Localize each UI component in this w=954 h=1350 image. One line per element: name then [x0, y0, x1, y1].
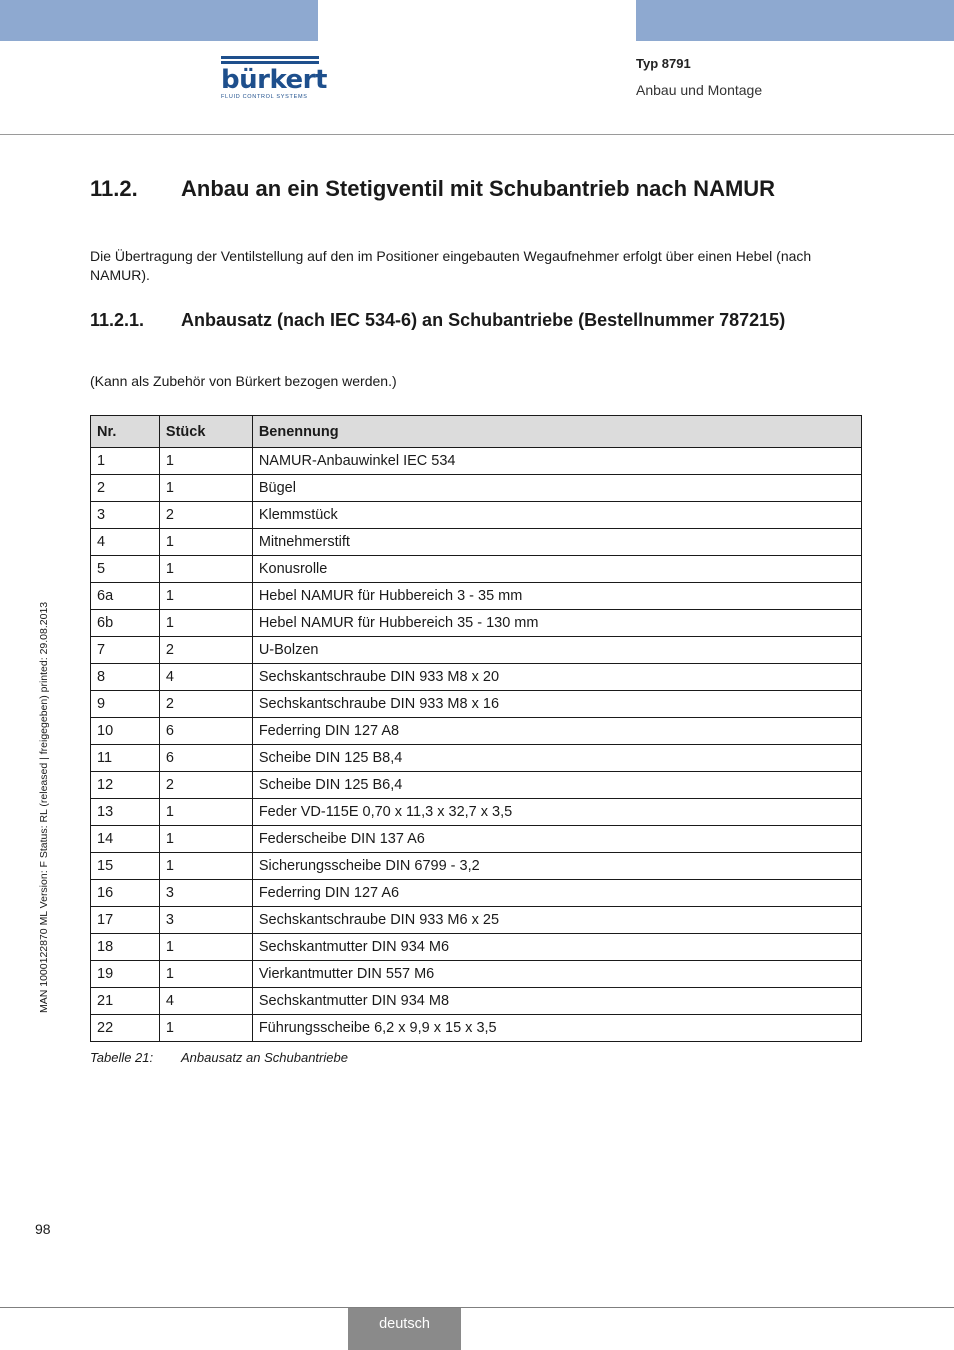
cell-benennung: Sechskantschraube DIN 933 M6 x 25	[252, 907, 861, 934]
table-row	[91, 853, 862, 880]
cell-benennung: Scheibe DIN 125 B8,4	[252, 745, 861, 772]
burkert-logo	[221, 56, 327, 101]
cell-stueck: 3	[159, 880, 252, 907]
cell-nr: 17	[91, 907, 160, 934]
cell-benennung: Sicherungsscheibe DIN 6799 - 3,2	[252, 853, 861, 880]
cell-nr: 5	[91, 556, 160, 583]
table-row	[91, 448, 862, 475]
table-row	[91, 529, 862, 556]
caption-text: Anbausatz an Schubantriebe	[181, 1050, 348, 1065]
cell-benennung: Feder VD-115E 0,70 x 11,3 x 32,7 x 3,5	[252, 799, 861, 826]
cell-stueck: 6	[159, 718, 252, 745]
cell-nr: 11	[91, 745, 160, 772]
table-row	[91, 583, 862, 610]
cell-nr: 10	[91, 718, 160, 745]
cell-nr: 18	[91, 934, 160, 961]
cell-nr: 13	[91, 799, 160, 826]
cell-stueck: 1	[159, 529, 252, 556]
logo-line-2	[221, 61, 319, 64]
cell-benennung: Hebel NAMUR für Hubbereich 35 - 130 mm	[252, 610, 861, 637]
cell-nr: 1	[91, 448, 160, 475]
caption-label: Tabelle 21:	[90, 1050, 154, 1065]
table-row	[91, 799, 862, 826]
header-bar-right	[636, 0, 954, 41]
cell-nr: 7	[91, 637, 160, 664]
cell-stueck: 3	[159, 907, 252, 934]
header-stueck: Stück	[159, 416, 252, 448]
cell-benennung: Scheibe DIN 125 B6,4	[252, 772, 861, 799]
cell-stueck: 1	[159, 826, 252, 853]
cell-nr: 16	[91, 880, 160, 907]
table-header-row	[91, 416, 862, 448]
header-benennung: Benennung	[252, 416, 861, 448]
table-row	[91, 556, 862, 583]
subsection-title: Anbausatz (nach IEC 534-6) an Schubantriebe (Bestellnummer 787215)	[181, 310, 786, 330]
cell-benennung: Konusrolle	[252, 556, 861, 583]
cell-benennung: Federring DIN 127 A8	[252, 718, 861, 745]
cell-nr: 12	[91, 772, 160, 799]
cell-benennung: Führungsscheibe 6,2 x 9,9 x 15 x 3,5	[252, 1015, 861, 1042]
cell-stueck: 4	[159, 664, 252, 691]
table-row	[91, 475, 862, 502]
product-type: Typ 8791	[636, 56, 691, 71]
cell-nr: 2	[91, 475, 160, 502]
document-status-sidebar: MAN 1000122870 ML Version: F Status: RL (released | freigegeben) printed: 29.08.2013	[38, 601, 50, 1013]
logo-line-1	[221, 56, 319, 59]
table-row	[91, 718, 862, 745]
table-row	[91, 637, 862, 664]
subsection-number: 11.2.1.	[90, 310, 145, 330]
table-row	[91, 691, 862, 718]
cell-nr: 6b	[91, 610, 160, 637]
cell-stueck: 1	[159, 475, 252, 502]
cell-stueck: 1	[159, 583, 252, 610]
language-tab: deutsch	[348, 1308, 461, 1350]
cell-benennung: Sechskantschraube DIN 933 M8 x 16	[252, 691, 861, 718]
cell-stueck: 6	[159, 745, 252, 772]
header-bar-left	[0, 0, 318, 41]
cell-stueck: 2	[159, 691, 252, 718]
cell-stueck: 1	[159, 961, 252, 988]
header-nr: Nr.	[91, 416, 160, 448]
cell-nr: 9	[91, 691, 160, 718]
table-row	[91, 907, 862, 934]
cell-benennung: Federscheibe DIN 137 A6	[252, 826, 861, 853]
cell-benennung: Hebel NAMUR für Hubbereich 3 - 35 mm	[252, 583, 861, 610]
cell-stueck: 1	[159, 799, 252, 826]
cell-nr: 22	[91, 1015, 160, 1042]
table-row	[91, 880, 862, 907]
cell-nr: 6a	[91, 583, 160, 610]
header-divider	[0, 134, 954, 135]
cell-benennung: Klemmstück	[252, 502, 861, 529]
section-title: Anbau an ein Stetigventil mit Schubantrieb nach NAMUR	[181, 176, 776, 201]
cell-benennung: Sechskantmutter DIN 934 M6	[252, 934, 861, 961]
intro-paragraph: Die Übertragung der Ventilstellung auf den im Positioner eingebauten Wegaufnehmer erfolgt über einen Hebel (nach NAMUR).	[90, 248, 812, 283]
logo-wordmark: bürkert	[221, 65, 327, 95]
cell-stueck: 2	[159, 637, 252, 664]
cell-benennung: Vierkantmutter DIN 557 M6	[252, 961, 861, 988]
table-row	[91, 745, 862, 772]
table-row	[91, 826, 862, 853]
cell-stueck: 4	[159, 988, 252, 1015]
table-row	[91, 961, 862, 988]
cell-nr: 14	[91, 826, 160, 853]
table-caption	[90, 1050, 348, 1065]
cell-nr: 8	[91, 664, 160, 691]
cell-stueck: 1	[159, 556, 252, 583]
cell-stueck: 2	[159, 502, 252, 529]
cell-nr: 3	[91, 502, 160, 529]
cell-stueck: 1	[159, 448, 252, 475]
cell-stueck: 1	[159, 610, 252, 637]
cell-benennung: Federring DIN 127 A6	[252, 880, 861, 907]
parts-table	[90, 415, 862, 1042]
footer-divider	[0, 1307, 954, 1308]
cell-benennung: Bügel	[252, 475, 861, 502]
cell-benennung: Sechskantmutter DIN 934 M8	[252, 988, 861, 1015]
cell-nr: 15	[91, 853, 160, 880]
table-row	[91, 664, 862, 691]
section-number: 11.2.	[90, 176, 138, 201]
page-number: 98	[35, 1221, 51, 1237]
table-row	[91, 1015, 862, 1042]
cell-nr: 21	[91, 988, 160, 1015]
table-row	[91, 610, 862, 637]
table-row	[91, 502, 862, 529]
section-name: Anbau und Montage	[636, 82, 763, 98]
cell-benennung: Sechskantschraube DIN 933 M8 x 20	[252, 664, 861, 691]
cell-benennung: U-Bolzen	[252, 637, 861, 664]
cell-benennung: NAMUR-Anbauwinkel IEC 534	[252, 448, 861, 475]
cell-stueck: 1	[159, 1015, 252, 1042]
table-row	[91, 772, 862, 799]
cell-nr: 19	[91, 961, 160, 988]
table-row	[91, 988, 862, 1015]
cell-stueck: 1	[159, 853, 252, 880]
logo-tagline: FLUID CONTROL SYSTEMS	[221, 94, 308, 100]
cell-nr: 4	[91, 529, 160, 556]
cell-stueck: 1	[159, 934, 252, 961]
cell-benennung: Mitnehmerstift	[252, 529, 861, 556]
accessory-note: (Kann als Zubehör von Bürkert bezogen werden.)	[90, 373, 397, 389]
table-row	[91, 934, 862, 961]
cell-stueck: 2	[159, 772, 252, 799]
